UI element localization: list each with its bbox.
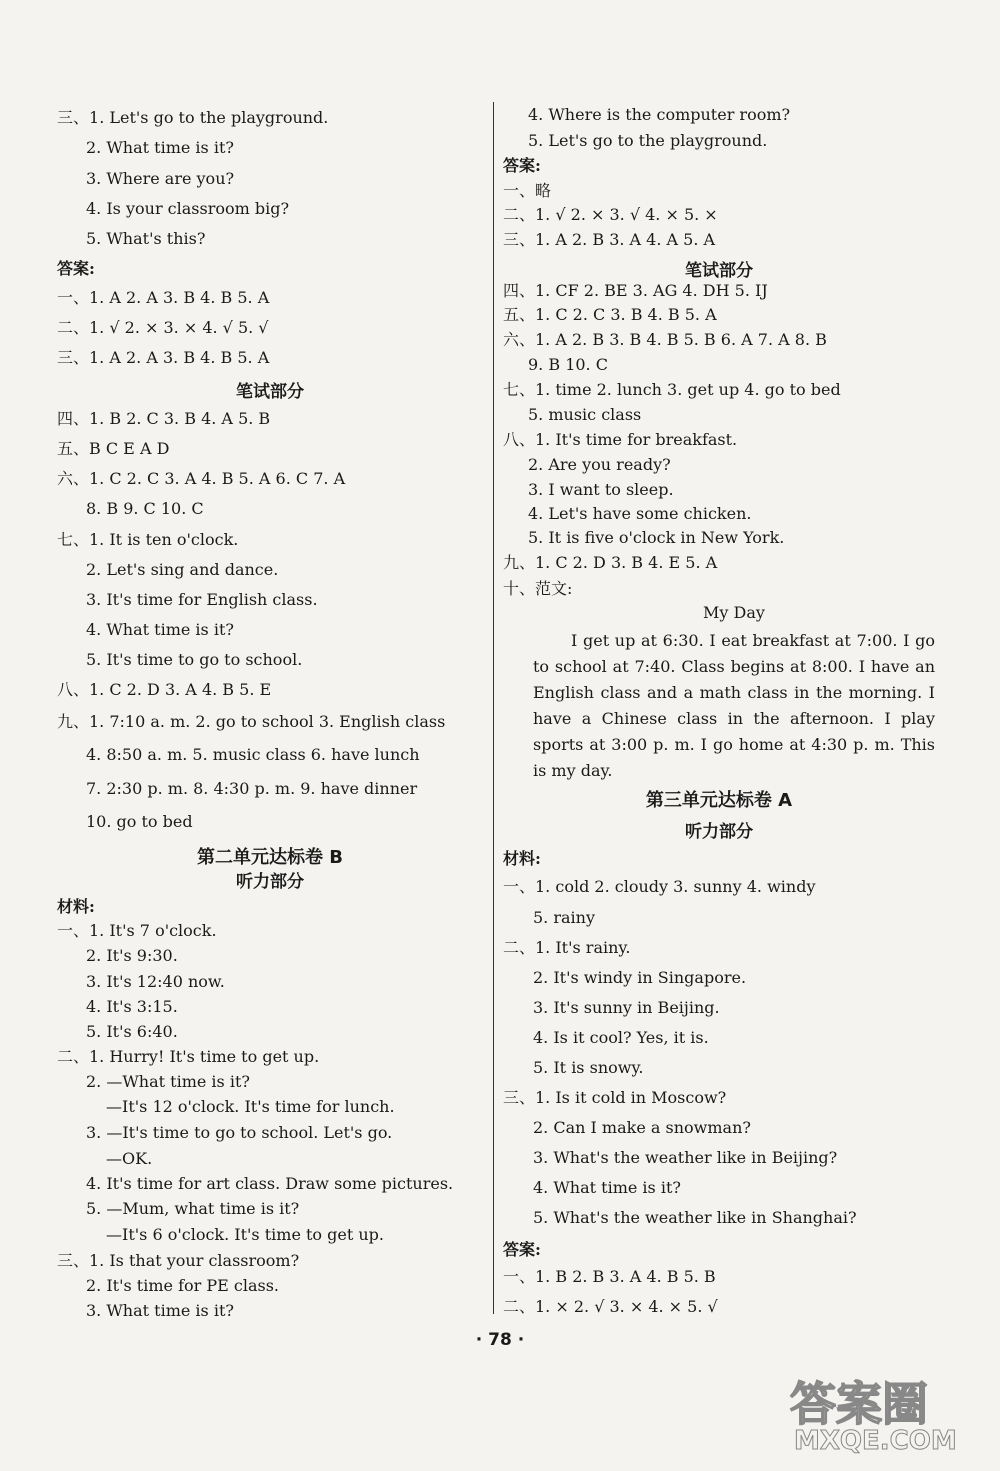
r-m1a: 一、1. cold 2. cloudy 3. sunny 4. windy (503, 877, 816, 896)
l-answer-2: 二、1. √ 2. × 3. × 4. √ 5. √ (57, 318, 269, 337)
l-m1-3: 3. It's 12:40 now. (86, 972, 225, 991)
l-written-5: 五、B C E A D (57, 439, 170, 458)
l-s3-1: 三、1. Let's go to the playground. (57, 108, 329, 127)
r-m2-3: 3. It's sunny in Beijing. (533, 998, 720, 1017)
r-m2-5: 5. It is snowy. (533, 1058, 644, 1077)
r-answer-3: 三、1. A 2. B 3. A 4. A 5. A (503, 230, 716, 249)
l-written-7-3: 3. It's time for English class. (86, 590, 318, 609)
l-m2-3: —It's 12 o'clock. It's time for lunch. (106, 1097, 395, 1116)
essay-body: I get up at 6:30. I eat breakfast at 7:00. I go to school at 7:40. Class begins at 8:00. I have an English class and a math class in the morning. I have a Chinese class in the afternoon. I play sports at 3:00 p. m. I go home at 4:30 p. m. This is my day. (533, 631, 935, 780)
l-written-9-1: 九、1. 7:10 a. m. 2. go to school 3. English class (57, 712, 446, 731)
r-answer2-2: 二、1. × 2. √ 3. × 4. × 5. √ (503, 1297, 718, 1316)
l-written-6b: 8. B 9. C 10. C (86, 499, 204, 518)
l-answer-1: 一、1. A 2. A 3. B 4. B 5. A (57, 288, 270, 307)
r-m3-4: 4. What time is it? (533, 1178, 681, 1197)
l-answer-3: 三、1. A 2. A 3. B 4. B 5. A (57, 348, 270, 367)
l-material-label: 材料: (57, 897, 95, 916)
r-written-8-1: 八、1. It's time for breakfast. (503, 430, 738, 449)
r-m2-2: 2. It's windy in Singapore. (533, 968, 747, 987)
l-m2-4: 3. —It's time to go to school. Let's go. (86, 1123, 393, 1142)
l-written-9-3: 7. 2:30 p. m. 8. 4:30 p. m. 9. have dinner (86, 779, 418, 798)
r-written-9: 九、1. C 2. D 3. B 4. E 5. A (503, 553, 718, 572)
l-m2-7: 5. —Mum, what time is it? (86, 1199, 300, 1218)
l-m2-2: 2. —What time is it? (86, 1072, 250, 1091)
r-written-7b: 5. music class (528, 405, 642, 424)
l-m2-8: —It's 6 o'clock. It's time to get up. (106, 1225, 385, 1244)
r-answer2-1: 一、1. B 2. B 3. A 4. B 5. B (503, 1267, 716, 1286)
r-written-8-5: 5. It is five o'clock in New York. (528, 528, 785, 547)
l-written-heading: 笔试部分 (236, 382, 304, 402)
l-s3-3: 3. Where are you? (86, 169, 235, 188)
r-written-4: 四、1. CF 2. BE 3. AG 4. DH 5. IJ (503, 281, 768, 300)
page-number: · 78 · (475, 1330, 525, 1350)
l-written-4: 四、1. B 2. C 3. B 4. A 5. B (57, 409, 271, 428)
r-written-8-4: 4. Let's have some chicken. (528, 504, 752, 523)
unit3a-title: 第三单元达标卷 A (645, 790, 793, 811)
r-written-5: 五、1. C 2. C 3. B 4. B 5. A (503, 305, 717, 324)
unit2b-title: 第二单元达标卷 B (197, 847, 343, 868)
r-written-8-3: 3. I want to sleep. (528, 480, 674, 499)
l-written-7-2: 2. Let's sing and dance. (86, 560, 279, 579)
l-written-6a: 六、1. C 2. C 3. A 4. B 5. A 6. C 7. A (57, 469, 346, 488)
r-top-4: 4. Where is the computer room? (528, 105, 791, 124)
l-answer-label: 答案: (57, 259, 95, 278)
l-m1-5: 5. It's 6:40. (86, 1022, 178, 1041)
r-m3-2: 2. Can I make a snowman? (533, 1118, 751, 1137)
l-m3-2: 2. It's time for PE class. (86, 1276, 280, 1295)
r-answer-1: 一、略 (503, 181, 552, 200)
r-answer2-label: 答案: (503, 1240, 541, 1259)
r-written-6b: 9. B 10. C (528, 355, 608, 374)
l-written-7-5: 5. It's time to go to school. (86, 650, 303, 669)
r-listening-heading: 听力部分 (685, 822, 753, 842)
r-m2-4: 4. Is it cool? Yes, it is. (533, 1028, 709, 1047)
l-m1-1: 一、1. It's 7 o'clock. (57, 921, 217, 940)
l-s3-4: 4. Is your classroom big? (86, 199, 290, 218)
l-written-9-2: 4. 8:50 a. m. 5. music class 6. have lunch (86, 745, 420, 764)
l-written-7-4: 4. What time is it? (86, 620, 234, 639)
l-m1-2: 2. It's 9:30. (86, 946, 178, 965)
r-written-6a: 六、1. A 2. B 3. B 4. B 5. B 6. A 7. A 8. B (503, 330, 827, 349)
essay-title: My Day (703, 603, 765, 622)
watermark-big-text: 答案圈 (790, 1377, 928, 1431)
r-answer-label: 答案: (503, 156, 541, 175)
l-s3-5: 5. What's this? (86, 229, 206, 248)
l-m3-1: 三、1. Is that your classroom? (57, 1251, 300, 1270)
l-m2-1: 二、1. Hurry! It's time to get up. (57, 1047, 320, 1066)
l-m1-4: 4. It's 3:15. (86, 997, 178, 1016)
l-m2-5: —OK. (106, 1149, 153, 1168)
column-divider (493, 102, 494, 1314)
r-answer-2: 二、1. √ 2. × 3. √ 4. × 5. × (503, 205, 718, 224)
r-m2-1: 二、1. It's rainy. (503, 938, 631, 957)
l-written-8: 八、1. C 2. D 3. A 4. B 5. E (57, 680, 272, 699)
r-m3-1: 三、1. Is it cold in Moscow? (503, 1088, 727, 1107)
l-listening-heading: 听力部分 (236, 872, 304, 892)
r-m3-3: 3. What's the weather like in Beijing? (533, 1148, 838, 1167)
r-top-5: 5. Let's go to the playground. (528, 131, 768, 150)
r-written-8-2: 2. Are you ready? (528, 455, 671, 474)
r-m1b: 5. rainy (533, 908, 595, 927)
r-m3-5: 5. What's the weather like in Shanghai? (533, 1208, 857, 1227)
r-written-10: 十、范文: (503, 579, 573, 598)
watermark-logo (790, 1368, 980, 1463)
l-written-7-1: 七、1. It is ten o'clock. (57, 530, 239, 549)
watermark-url: MXQE.COM (794, 1426, 957, 1456)
l-m2-6: 4. It's time for art class. Draw some pictures. (86, 1174, 454, 1193)
r-written-7a: 七、1. time 2. lunch 3. get up 4. go to bed (503, 380, 841, 399)
l-m3-3: 3. What time is it? (86, 1301, 234, 1320)
r-material-label: 材料: (503, 849, 541, 868)
r-written-heading: 笔试部分 (685, 261, 753, 281)
l-s3-2: 2. What time is it? (86, 138, 234, 157)
l-written-9-4: 10. go to bed (86, 812, 193, 831)
